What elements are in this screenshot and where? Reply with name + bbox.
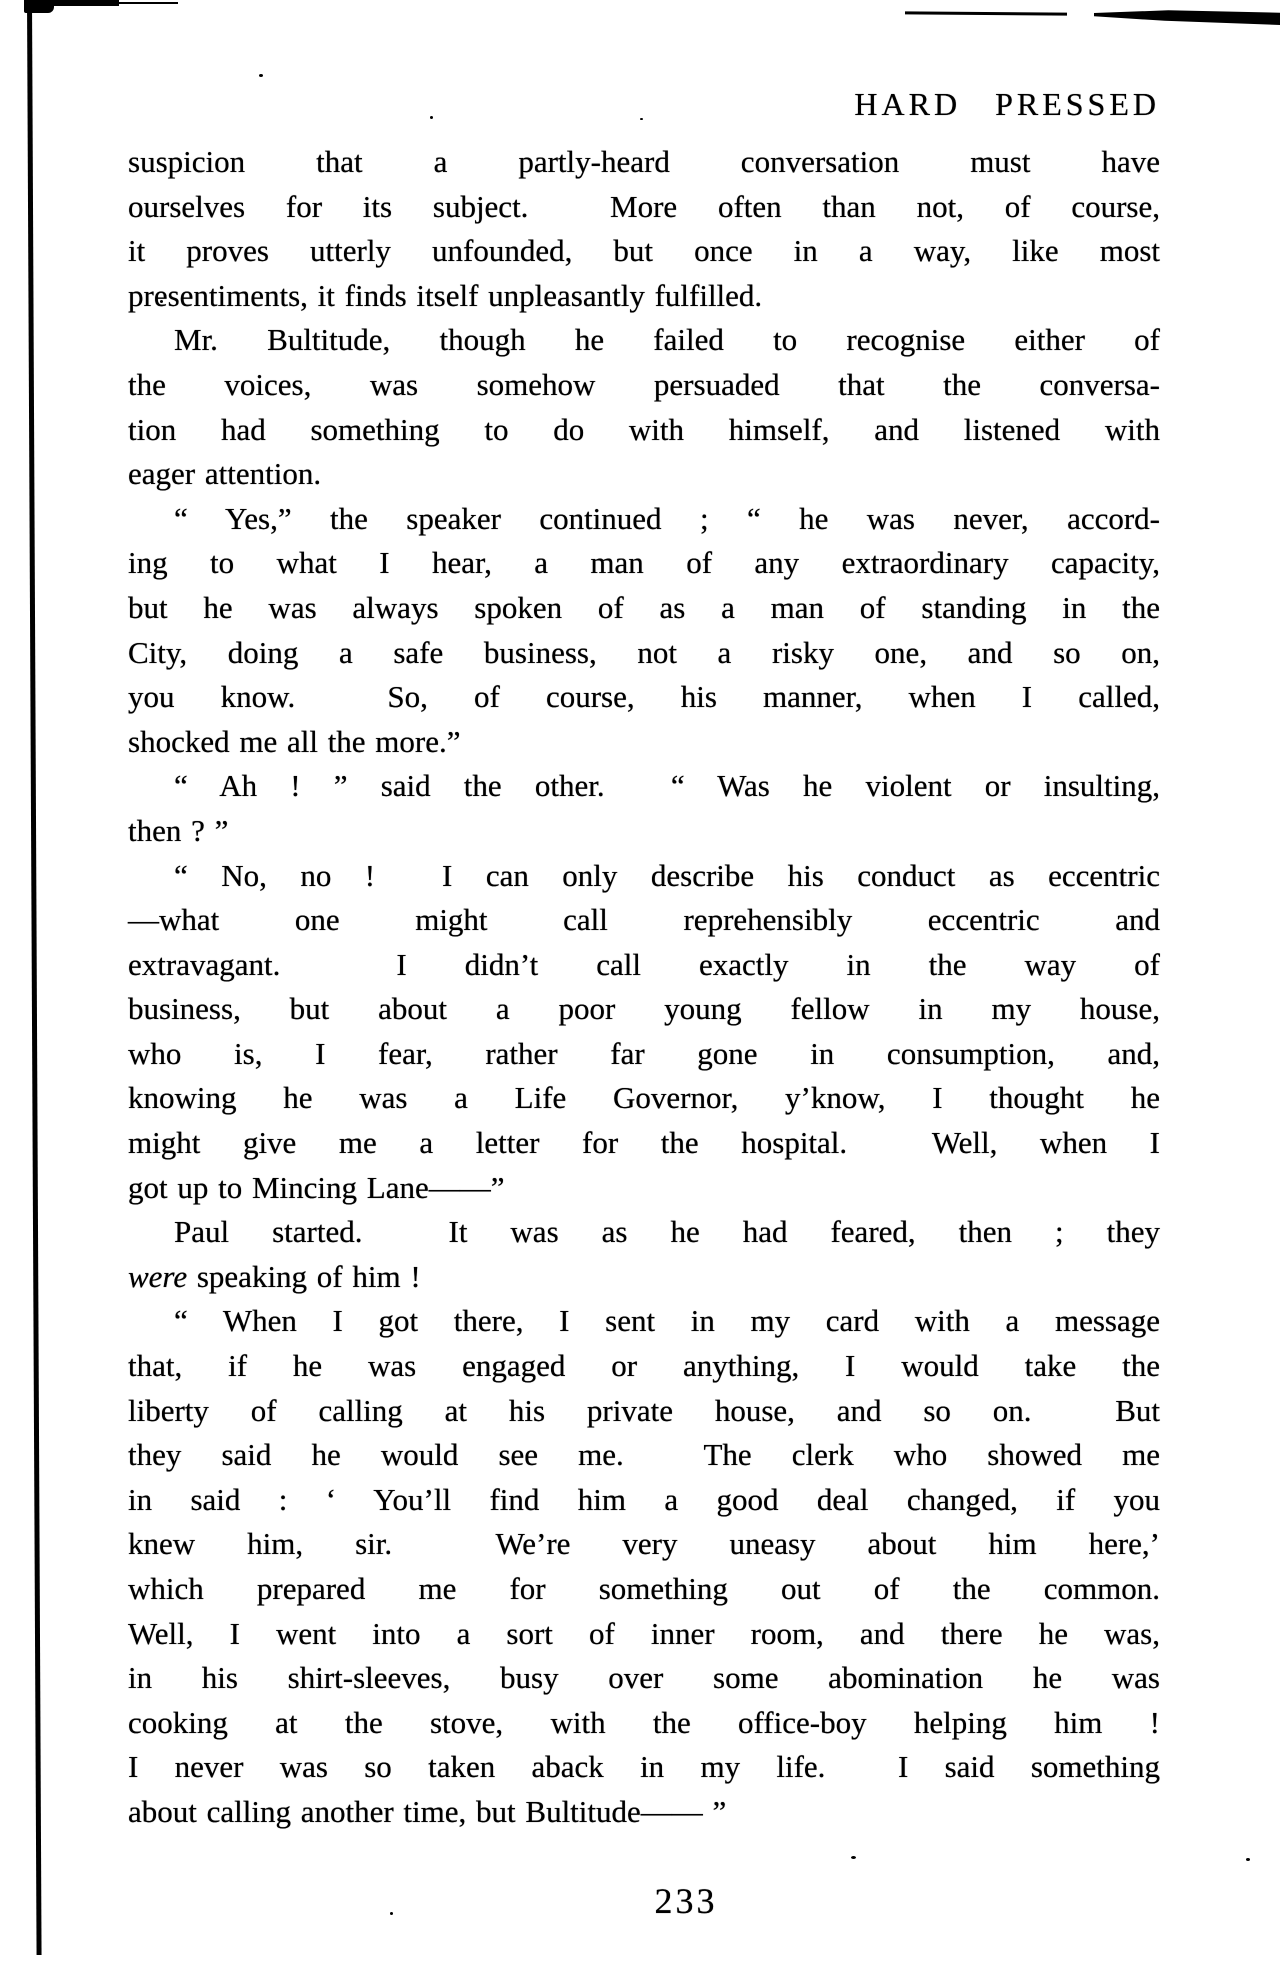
text-line: liberty of calling at his private house, and so on. But	[128, 1392, 1160, 1428]
text-line: ing to what I hear, a man of any extraordinary capacity,	[128, 545, 1160, 581]
text-line: “ Ah ! ” said the other. “ Was he violent or insulting,	[174, 768, 1160, 804]
body-text	[128, 140, 1160, 1835]
text-line: “ Yes,” the speaker continued ; “ he was never, accord-	[174, 500, 1160, 536]
scan-speck	[1246, 1858, 1250, 1861]
text-line: tion had something to do with himself, and listened with	[128, 411, 1160, 447]
text-line: Mr. Bultitude, though he failed to recognise either of	[174, 322, 1160, 358]
text-line: then ? ”	[128, 812, 229, 848]
text-line: ourselves for its subject. More often than not, of course,	[128, 188, 1160, 224]
text-line: in his shirt-sleeves, busy over some abomination he was	[128, 1660, 1160, 1696]
text-line: about calling another time, but Bultitude—— ”	[128, 1793, 727, 1829]
text-line: —what one might call reprehensibly eccentric and	[128, 902, 1160, 938]
text-line: the voices, was somehow persuaded that the conversa-	[128, 366, 1160, 402]
text-line: shocked me all the more.”	[128, 723, 461, 759]
text-line: cooking at the stove, with the office-boy helping him !	[128, 1704, 1160, 1740]
scan-artifact-top-left-bar	[27, 0, 119, 6]
text-line: that, if he was engaged or anything, I would take the	[128, 1348, 1160, 1384]
text-line: it proves utterly unfounded, but once in a way, like most	[128, 233, 1160, 269]
text-line: Paul started. It was as he had feared, then ; they	[174, 1214, 1160, 1250]
text-line: knowing he was a Life Governor, y’know, I thought he	[128, 1080, 1160, 1116]
scan-speck	[259, 74, 263, 77]
text-line: knew him, sir. We’re very uneasy about him here,’	[128, 1526, 1160, 1562]
text-line: who is, I fear, rather far gone in consumption, and,	[128, 1035, 1160, 1071]
text-line: presentiments, it finds itself unpleasantly fulfilled.	[128, 277, 763, 313]
text-line: were speaking of him !	[128, 1258, 421, 1294]
text-line: got up to Mincing Lane——”	[128, 1169, 505, 1205]
text-line: in said : ‘ You’ll find him a good deal changed, if you	[128, 1481, 1160, 1517]
scan-artifact-left-edge	[27, 0, 42, 1955]
scan-speck	[851, 1856, 856, 1859]
scan-artifact-top-left-hairline	[110, 2, 178, 4]
text-line: might give me a letter for the hospital. Well, when I	[128, 1125, 1160, 1161]
text-line: you know. So, of course, his manner, when I called,	[128, 679, 1160, 715]
text-line: “ No, no ! I can only describe his conduct as eccentric	[174, 857, 1160, 893]
text-line: I never was so taken aback in my life. I said something	[128, 1749, 1160, 1785]
scan-artifact-top-right-wedge	[1094, 10, 1280, 25]
scan-artifact-top-right-line	[905, 11, 1067, 15]
text-line: City, doing a safe business, not a risky one, and so on,	[128, 634, 1160, 670]
text-line: Well, I went into a sort of inner room, and there he was,	[128, 1615, 1160, 1651]
text-line: business, but about a poor young fellow in my house,	[128, 991, 1160, 1027]
text-line: suspicion that a partly-heard conversation must have	[128, 144, 1160, 179]
text-line: eager attention.	[128, 456, 322, 492]
text-line: extravagant. I didn’t call exactly in the way of	[128, 946, 1160, 982]
text-line: they said he would see me. The clerk who showed me	[128, 1437, 1160, 1473]
text-line: which prepared me for something out of the common.	[128, 1571, 1160, 1606]
text-line: but he was always spoken of as a man of standing in the	[128, 589, 1160, 625]
running-head: HARD PRESSED	[854, 86, 1160, 122]
text-line: “ When I got there, I sent in my card with a message	[174, 1303, 1160, 1339]
page-number: 233	[654, 1881, 718, 1921]
